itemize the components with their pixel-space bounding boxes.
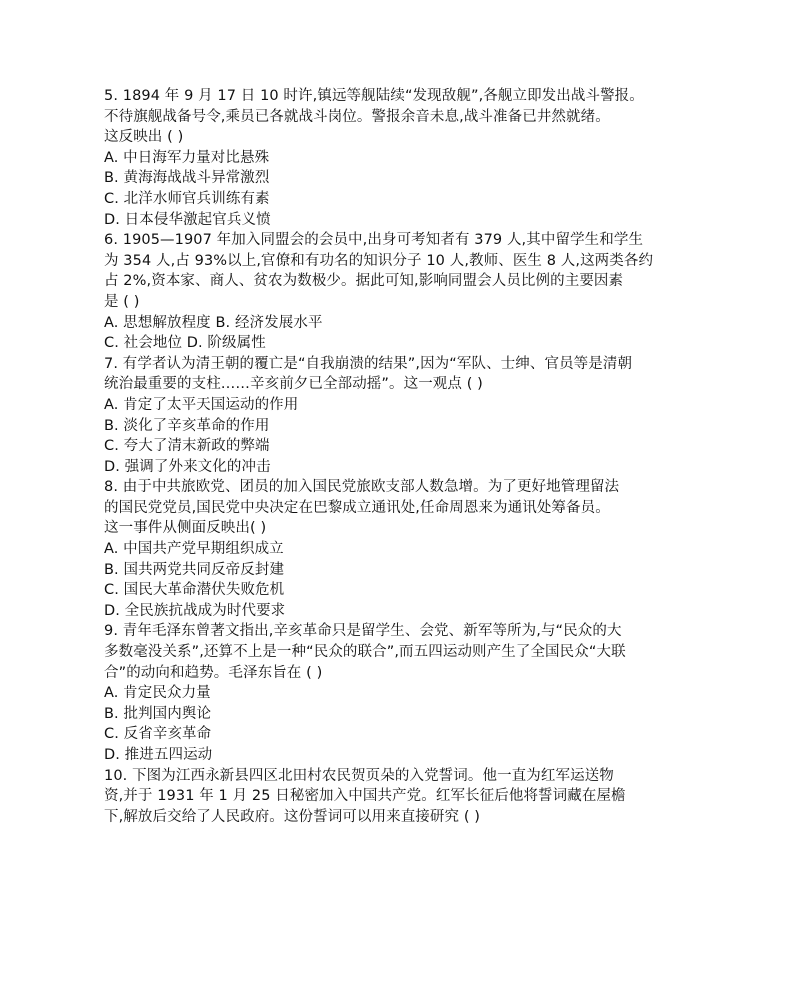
question-7	[104, 354, 704, 478]
question-text-line: 合”的动向和趋势。毛泽东旨在 ( )	[104, 664, 323, 681]
question-text-line: 10. 下图为江西永新县四区北田村农民贺页朵的入党誓词。他一直为红军运送物	[104, 767, 614, 784]
option-cd: C. 社会地位 D. 阶级属性	[104, 335, 266, 352]
question-text-line: 下,解放后交给了人民政府。这份誓词可以用来直接研究 ( )	[104, 808, 481, 825]
option-b: B. 国共两党共同反帝反封建	[104, 561, 285, 578]
question-5	[104, 86, 704, 230]
question-text-line: 这一事件从侧面反映出( )	[104, 520, 267, 537]
question-text-line: 8. 由于中共旅欧党、团员的加入国民党旅欧支部人数急增。为了更好地管理留法	[104, 479, 620, 496]
option-a: A. 肯定了太平天国运动的作用	[104, 396, 299, 413]
question-text-line: 5. 1894 年 9 月 17 日 10 时许,镇远等舰陆续“发现敌舰”,各舰立即发出战斗警报。	[104, 88, 644, 104]
option-c: C. 夸大了清末新政的弊端	[104, 438, 270, 455]
question-10	[104, 766, 704, 828]
option-a: A. 中国共产党早期组织成立	[104, 541, 284, 558]
option-d: D. 推进五四运动	[104, 747, 213, 763]
question-text-line: 6. 1905—1907 年加入同盟会的会员中,出身可考知者有 379 人,其中留学生和学生	[104, 232, 644, 249]
question-text-line: 是 ( )	[104, 293, 140, 310]
option-b: B. 黄海海战战斗异常激烈	[104, 170, 270, 187]
option-d: D. 全民族抗战成为时代要求	[104, 602, 286, 619]
option-b: B. 批判国内舆论	[104, 705, 212, 722]
question-text-line: 占 2%,资本家、商人、贫农为数极少。据此可知,影响同盟会人员比例的主要因素	[104, 273, 624, 290]
question-6	[104, 230, 704, 354]
option-d: D. 强调了外来文化的冲击	[104, 458, 271, 475]
question-8	[104, 477, 704, 621]
question-text-line: 7. 有学者认为清王朝的覆亡是“自我崩溃的结果”,因为“军队、士绅、官员等是清朝	[104, 355, 633, 372]
question-text-line: 统治最重要的支柱……辛亥前夕已全部动摇”。这一观点 ( )	[104, 376, 483, 393]
question-text-line: 多数毫没关系”,还算不上是一种“民众的联合”,而五四运动则产生了全国民众“大联	[104, 644, 626, 661]
question-9	[104, 621, 704, 765]
document-page	[104, 86, 704, 827]
option-a: A. 中日海军力量对比悬殊	[104, 149, 270, 166]
question-text-line: 不待旗舰战备号令,乘员已各就战斗岗位。警报余音未息,战斗准备已井然就绪。	[104, 108, 610, 125]
question-text-line: 资,并于 1931 年 1 月 25 日秘密加入中国共产党。红军长征后他将誓词藏在屋檐	[104, 788, 626, 805]
option-c: C. 国民大革命潜伏失败危机	[104, 582, 285, 599]
option-c: C. 北洋水师官兵训练有素	[104, 190, 270, 207]
question-text-line: 9. 青年毛泽东曾著文指出,辛亥革命只是留学生、会党、新军等所为,与“民众的大	[104, 623, 622, 640]
option-d: D. 日本侵华激起官兵义愤	[104, 211, 271, 228]
option-b: B. 淡化了辛亥革命的作用	[104, 417, 270, 434]
question-text-line: 这反映出 ( )	[104, 129, 184, 146]
option-c: C. 反省辛亥革命	[104, 726, 212, 743]
question-text-line: 为 354 人,占 93%以上,官僚和有功名的知识分子 10 人,教师、医生 8 人,这两类各约	[104, 252, 654, 269]
option-a: A. 肯定民众力量	[104, 685, 211, 702]
question-text-line: 的国民党党员,国民党中央决定在巴黎成立通讯处,任命周恩来为通讯处筹备员。	[104, 499, 610, 516]
option-ab: A. 思想解放程度 B. 经济发展水平	[104, 314, 323, 331]
